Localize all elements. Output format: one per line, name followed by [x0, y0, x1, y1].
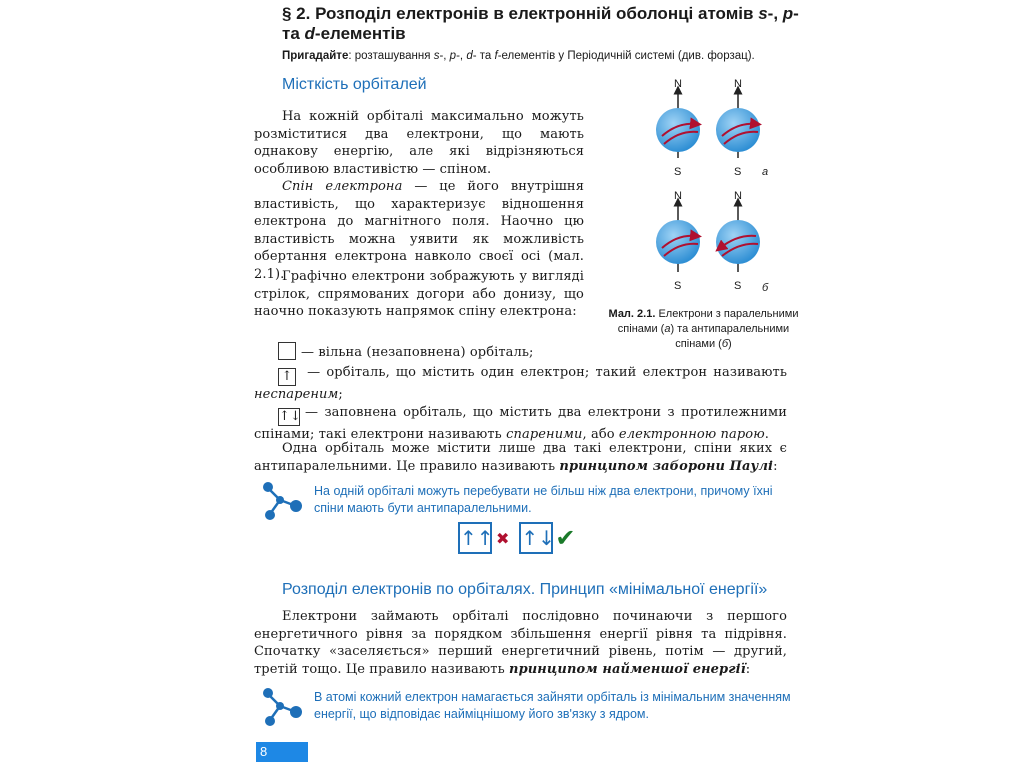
paragraph: На кожній орбіталі максимально можуть розміститися два електрони, що мають однакову енергію, але які відрізняються особливою властивістю — спіном. [254, 109, 584, 177]
electron-sphere [716, 90, 760, 158]
s-pole-label: S [734, 166, 742, 178]
n-pole-label: N [734, 190, 742, 202]
figure-label-a: а [762, 166, 769, 178]
figure-caption: Мал. 2.1. Електрони з паралельними спінами (а) та антипаралельними спінами (б) [608, 308, 799, 350]
single-electron-orbital-box: ↑ [278, 368, 296, 386]
empty-orbital-box [278, 342, 296, 360]
paragraph: Спін електрона — це його внутрішня властивість, що характеризує відношення електрона до магнітного поля. Наочно цю властивість можна уявити як можливість обертання електрона навколо своєї осі (мал. 2.1). [254, 179, 584, 282]
list-item: — вільна (незаповнена) орбіталь; [278, 342, 778, 362]
pauli-example [458, 522, 576, 554]
page-title: § 2. Розподіл електронів в електронній оболонці атомів s-, p- та d-елементів [282, 4, 799, 43]
page-number: 8 [256, 742, 308, 762]
list-item: ↑↓ — заповнена орбіталь, що містить два електрони з протилежними спінами; такі електрони називають спареними, або електронною парою. [254, 405, 787, 442]
molecule-icon [258, 686, 306, 728]
s-pole-label: S [674, 280, 682, 292]
list-item: ↑ — орбіталь, що містить один електрон; такий електрон називають неспареним; [254, 365, 787, 402]
spin-figure [640, 74, 780, 304]
paragraph: Одна орбіталь може містити лише два такі електрони, спіни яких є антипаралельними. Це правило називають принципом заборони Паулі: [254, 441, 787, 474]
electron-sphere [716, 202, 760, 272]
n-pole-label: N [674, 78, 682, 90]
cross-icon: ✖ [496, 528, 510, 548]
paired-orbital-box: ↑↓ [279, 409, 301, 424]
section-heading-distribution: Розподіл електронів по орбіталях. Принцип «мінімальної енергії» [282, 581, 768, 598]
antiparallel-spins-box: ↑↓ [519, 522, 553, 554]
pauli-rule: На одній орбіталі можуть перебувати не більш ніж два електрони, причому їхні спіни мають бути антипаралельними. [314, 484, 773, 515]
recall-note: Пригадайте: розташування s-, p-, d- та f-елементів у Періодичній системі (див. форзац). [282, 50, 755, 62]
parallel-spins-box: ↑↑ [458, 522, 492, 554]
electron-sphere [656, 90, 700, 158]
s-pole-label: S [674, 166, 682, 178]
paragraph: Графічно електрони зображують у вигляді стрілок, спрямованих догори або донизу, що наочно показують напрямок спіну електрона: [254, 269, 584, 319]
paragraph: Електрони займають орбіталі послідовно починаючи з першого енергетичного рівня за порядком збільшення енергії рівня та підрівня. Спочатку «заселяється» перший енергетичний рівень, потім — другий, третій тощо. Це правило називають принципом найменшої енергії: [254, 609, 787, 677]
n-pole-label: N [674, 190, 682, 202]
molecule-icon [258, 480, 306, 522]
s-pole-label: S [734, 280, 742, 292]
min-energy-rule: В атомі кожний електрон намагається зайняти орбіталь із мінімальним значенням енергії, що відповідає найміцнішому його зв'язку з ядром. [314, 690, 791, 721]
electron-sphere [656, 202, 700, 272]
n-pole-label: N [734, 78, 742, 90]
check-icon: ✔ [555, 524, 576, 552]
figure-label-b: б [762, 282, 769, 294]
section-heading-capacity: Місткість орбіталей [282, 76, 427, 93]
